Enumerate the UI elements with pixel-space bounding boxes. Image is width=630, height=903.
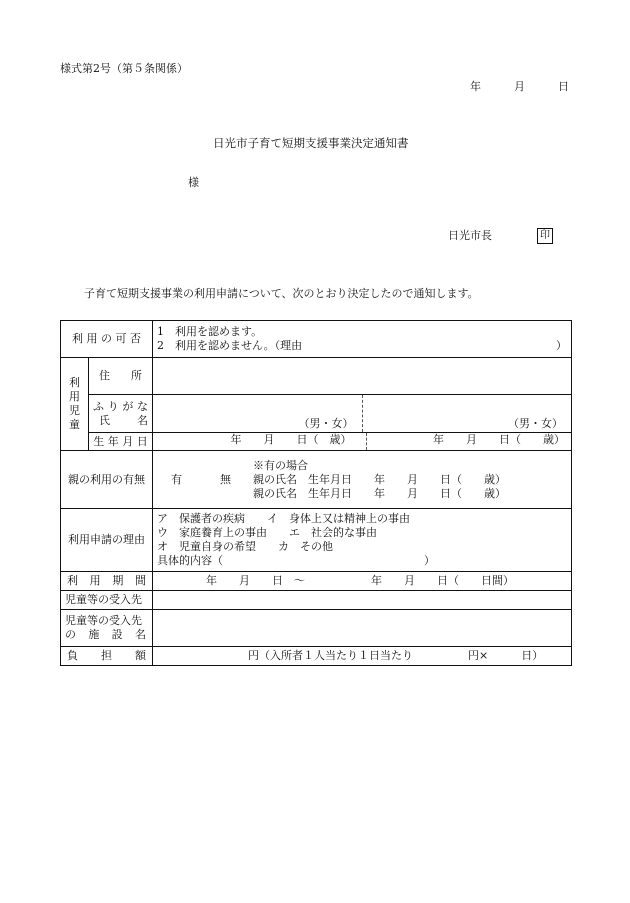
- gender-select-1: （男・女）: [298, 417, 354, 430]
- reason-line-3: オ 児童自身の希望 カ その他: [157, 540, 333, 553]
- period-row: [61, 572, 572, 591]
- facility-row: [61, 610, 572, 647]
- parent-usage-label: 親の利用の有無: [61, 451, 153, 509]
- form-number: 様式第2号（第５条関係）: [60, 62, 188, 75]
- address-value: [153, 358, 572, 395]
- document-title: 日光市子育て短期支援事業決定通知書: [213, 136, 409, 150]
- approval-option-2: 2 利用を認めません。（理由 ）: [157, 339, 567, 352]
- parent-line-1: 親の氏名 生年月日 年 月 日（ 歳）: [253, 472, 506, 486]
- address-label: 住 所: [89, 358, 153, 395]
- official-seal-icon: 印: [537, 228, 553, 244]
- reason-options: [153, 509, 572, 572]
- cost-value: 円（入所者１人当たり１日当たり 円× 日）: [153, 647, 572, 666]
- issuer-name: 日光市長: [448, 229, 492, 242]
- gender-select-2: （男・女）: [508, 417, 563, 430]
- date-line: [470, 80, 569, 94]
- name-value: [153, 395, 572, 433]
- child-2-name: [363, 395, 572, 432]
- reason-detail: 具体的内容（ ）: [157, 554, 435, 567]
- addressee-suffix: 様: [188, 176, 199, 189]
- child-1-name: [153, 395, 363, 432]
- address-row: [61, 358, 572, 395]
- parent-has-option: 有: [171, 472, 182, 486]
- facility-value: [153, 610, 572, 647]
- dob-label: 生 年 月 日: [89, 433, 153, 451]
- period-label: 利 用 期 間: [61, 572, 153, 591]
- dob-row: [61, 433, 572, 451]
- date-month: 月: [514, 80, 525, 93]
- period-value: 年 月 日 ～ 年 月 日（ 日間）: [153, 572, 572, 591]
- parent-usage-value: [153, 451, 572, 509]
- receiver-row: [61, 591, 572, 610]
- cost-row: [61, 647, 572, 666]
- reason-line-2: ウ 家庭養育上の事由 エ 社会的な事由: [157, 526, 377, 539]
- facility-label: 児童等の受入先 の 施 設 名: [61, 610, 153, 647]
- date-day: 日: [558, 80, 569, 93]
- approval-row: [61, 321, 572, 358]
- user-child-group-label: 利 用 児 童: [61, 358, 89, 451]
- reason-line-1: ア 保護者の疾病 イ 身体上又は精神上の事由: [157, 512, 410, 525]
- decision-table: [60, 320, 572, 666]
- notice-intro: 子育て短期支援事業の利用申請について、次のとおり決定したので通知します。: [84, 287, 479, 300]
- dob-value: [153, 433, 572, 451]
- parent-note: ※有の場合: [253, 458, 308, 472]
- name-row: [61, 395, 572, 433]
- name-label: ふ り が な 氏 名: [89, 395, 153, 433]
- reason-row: [61, 509, 572, 572]
- reason-label: 利用申請の理由: [61, 509, 153, 572]
- parent-none-option: 無: [220, 472, 231, 486]
- parent-line-2: 親の氏名 生年月日 年 月 日（ 歳）: [253, 486, 506, 500]
- approval-options: [153, 321, 572, 358]
- cost-label: 負 担 額: [61, 647, 153, 666]
- approval-label: 利 用 の 可 否: [61, 321, 153, 358]
- parent-usage-row: [61, 451, 572, 509]
- date-year: 年: [470, 80, 481, 93]
- dob-child-2: 年 月 日（ 歳）: [433, 433, 565, 446]
- receiver-value: [153, 591, 572, 610]
- receiver-label: 児童等の受入先: [61, 591, 153, 610]
- dob-child-1: 年 月 日（ 歳）: [153, 433, 367, 450]
- approval-option-1: 1 利用を認めます。: [157, 325, 263, 338]
